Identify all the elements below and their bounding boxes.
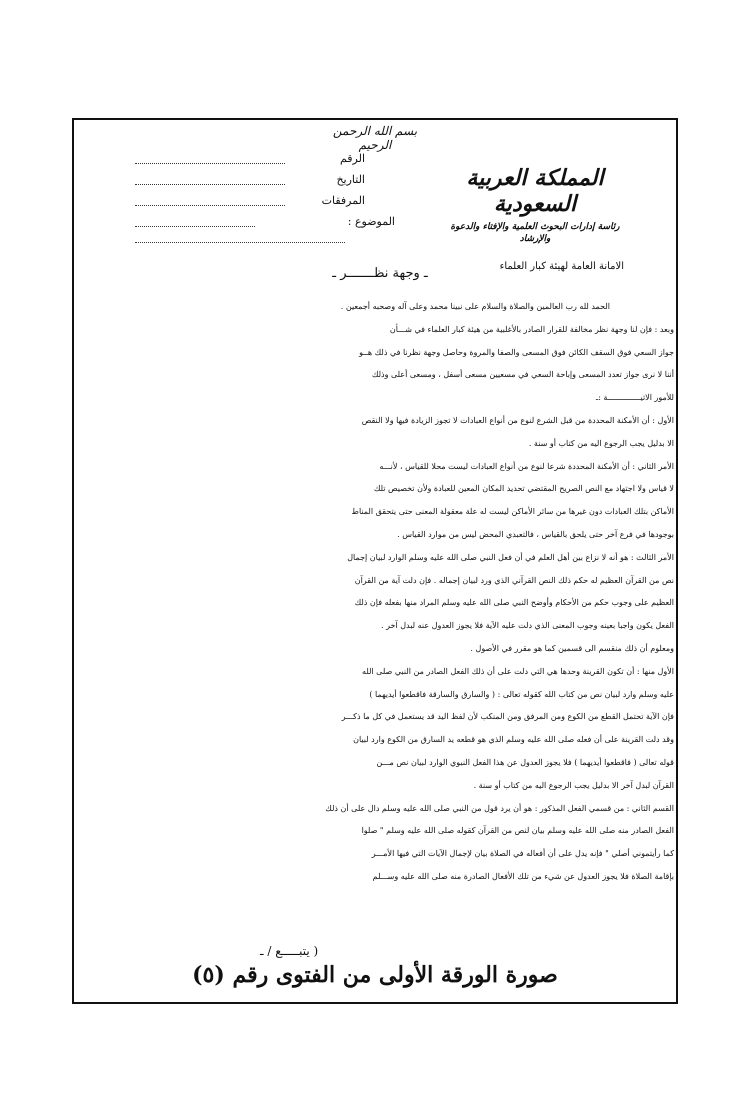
paragraph-line: الأول منها : أن تكون القرينة وحدها هي التي دلت على أن ذلك الفعل الصادر من النبي صلى الله — [362, 666, 674, 676]
field-dotted-line — [135, 163, 285, 164]
field-dotted-line — [135, 205, 285, 206]
paragraph-line: الحمد لله رب العالمين والصلاة والسلام على نبينا محمد وعلى آله وصحبه أجمعين . — [340, 302, 610, 311]
field-label: الرقم — [339, 152, 365, 165]
section-title: ـ وجهة نظـــــــر ـ — [332, 266, 428, 281]
document-body — [84, 296, 674, 889]
paragraph-line: أننا لا نرى جواز تعدد المسعى وإباحة السعي في مسعيين مسعى أسفل ، ومسعى أعلى وذلك — [371, 370, 674, 380]
paragraph-line: ومعلوم أن ذلك منقسم الى قسمين كما هو مقرر في الأصول . — [470, 643, 674, 653]
paragraph-line: جواز السعي فوق السقف الكائن فوق المسعى والصفا والمروة وحاصل وجهة نظرنا في ذلك هــو — [359, 347, 674, 357]
paragraph-line: الأول : أن الأمكنة المحددة من قبل الشرع لنوع من أنواع العبادات لا تجوز الزيادة فيها ولا النقص — [361, 415, 674, 425]
attachments-field — [135, 192, 365, 213]
paragraph-line: الفعل يكون واجبا بعينه وجوب المعنى الذي دلت عليه الآية فلا يجوز العدول عنه لبدل آخر . — [381, 621, 674, 631]
paragraph-line: كما رأيتموني أصلي " فإنه يدل على أن أفعاله في الصلاة بيان لإجمال الآيات التي فيها الأمـــر — [371, 849, 674, 859]
paragraph-line: قوله تعالى ( فاقطعوا أيديهما ) فلا يجوز العدول عن هذا الفعل النبوي الوارد لبيان نص مـــن — [376, 757, 674, 767]
paragraph-line: نص من القرآن العظيم له حكم ذلك النص القرآني الذي ورد لبيان إجماله . فإن دلت آية من القرآن — [354, 575, 674, 585]
paragraph-line: العظيم على وجوب حكم من الأحكام وأوضح النبي صلى الله عليه وسلم المراد منها بفعله فإن ذلك — [354, 598, 674, 608]
field-label: الموضوع : — [347, 215, 395, 228]
paragraph-line: عليه وسلم وارد لبيان نص من كتاب الله كقوله تعالى : ( والسارق والسارقة فاقطعوا أيديهما ) — [369, 689, 674, 699]
secretariat-name: الامانة العامة لهيئة كبار العلماء — [499, 261, 624, 272]
paragraph-line: فإن الآية تحتمل القطع من الكوع ومن المرفق ومن المنكب لأن لفظ اليد قد يستعمل في كل ما ذكـــر — [341, 712, 674, 722]
ministry-name: رئاسة إدارات البحوث العلمية والإفتاء والدعوة والإرشاد — [450, 222, 620, 244]
reference-number-field — [135, 150, 365, 171]
bismillah-heading: بسم الله الرحمن الرحيم — [332, 124, 418, 152]
date-field — [135, 171, 365, 192]
paragraph-line: الأمر الثاني : أن الأمكنة المحددة شرعا لنوع من أنواع العبادات ليست محلا للقياس ، لأنـــه — [379, 461, 674, 471]
continuation-mark: ( يتبـــــع / ـ — [260, 944, 319, 958]
page-caption: صورة الورقة الأولى من الفتوى رقم (٥) — [192, 962, 558, 988]
paragraph-line: الا بدليل يجب الرجوع اليه من كتاب أو سنة . — [528, 438, 674, 448]
field-dotted-line — [135, 184, 285, 185]
paragraph-line: القسم الثاني : من قسمي الفعل المذكور : هو أن يرد قول من النبي صلى الله عليه وسلم دال على أن ذلك — [325, 803, 674, 813]
paragraph-line: الأماكن بتلك العبادات دون غيرها من سائر الأماكن ليست له علة معقولة المعنى حتى يتحقق المناط — [351, 507, 674, 517]
paragraph-line: للأمور الاتيــــــــــــــة :ـ — [595, 393, 674, 403]
subject-field — [135, 213, 395, 234]
paragraph-line: بوجودها في فرع آخر حتى يلحق بالقياس ، فالتعبدي المحض ليس من موارد القياس . — [397, 529, 674, 539]
reference-fields — [135, 150, 395, 234]
field-label: التاريخ — [336, 173, 365, 186]
paragraph-line: وبعد : فإن لنا وجهة نظر مخالفة للقرار الصادر بالأغلبية من هيئة كبار العلماء في شـــأن — [389, 324, 674, 334]
field-dotted-line — [135, 226, 255, 227]
paragraph-line: لا قياس ولا اجتهاد مع النص الصريح المقتضي تحديد المكان المعين للعبادة ولأن تخصيص تلك — [373, 484, 674, 494]
paragraph-line: الأمر الثالث : هو أنه لا نزاع بين أهل العلم في أن فعل النبي صلى الله عليه وسلم الوارد لبيان إجمال — [347, 552, 674, 562]
letterhead — [440, 165, 630, 272]
paragraph-line: بإقامة الصلاة فلا يجوز العدول عن شيء من تلك الأفعال الصادرة منه صلى الله عليه وســـلم — [372, 871, 674, 881]
paragraph-line: القرآن لبدل آخر الا بدليل يجب الرجوع اليه من كتاب أو سنة . — [473, 780, 674, 790]
field-label: المرفقات — [321, 194, 365, 207]
paragraph-line: وقد دلت القرينة على أن فعله صلى الله عليه وسلم الذي هو قطعه يد السارق من الكوع وارد لبيان — [353, 735, 674, 745]
paragraph-line: الفعل الصادر منه صلى الله عليه وسلم بيان لنص من القرآن كقوله صلى الله عليه وسلم " صلوا — [361, 826, 674, 836]
subject-second-line — [135, 242, 345, 243]
kingdom-name: المملكة العربية السعودية — [466, 165, 604, 217]
